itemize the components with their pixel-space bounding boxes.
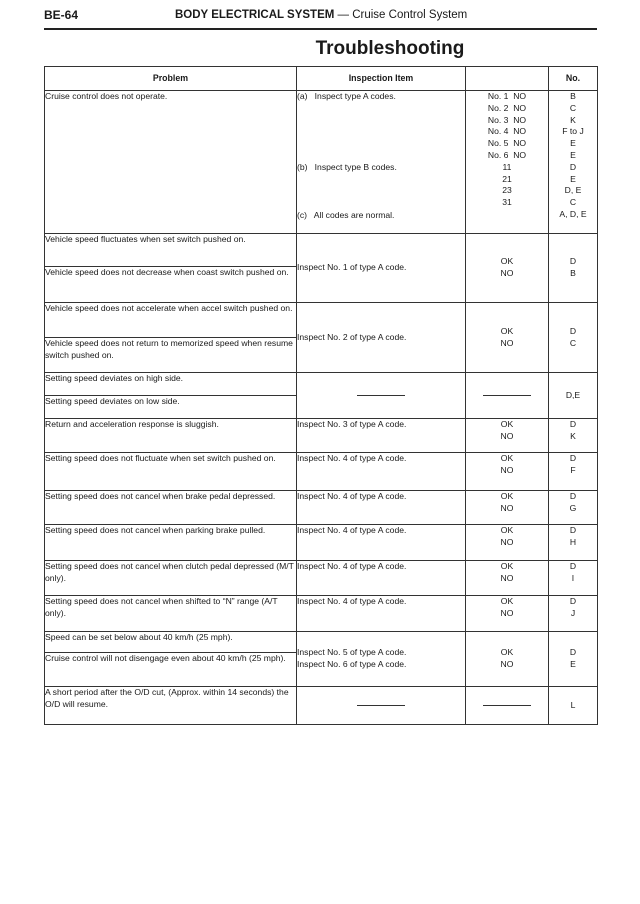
- inspection-cell: [297, 561, 466, 596]
- result-value: NO: [500, 536, 514, 547]
- result-value: No. 3 NO: [487, 114, 527, 125]
- inspection-cell: [297, 91, 466, 234]
- no-cell: [549, 632, 598, 687]
- no-value: D: [569, 256, 577, 267]
- result-value: 11: [502, 161, 512, 172]
- no-value: D: [569, 161, 577, 172]
- problem-cell: [45, 596, 297, 632]
- result-cell: [466, 419, 549, 453]
- no-cell: [549, 303, 598, 373]
- inspection-cell: [297, 632, 466, 687]
- no-value: B: [570, 91, 576, 101]
- result-cell: [466, 687, 549, 725]
- no-value: F to J: [562, 126, 584, 137]
- problem-text: Speed can be set below about 40 km/h (25 mph).: [45, 632, 233, 642]
- result-value: NO: [500, 430, 514, 441]
- table-row: [45, 91, 598, 234]
- no-value: D: [569, 453, 577, 463]
- table-row: [45, 373, 598, 396]
- inspection-cell: [297, 234, 466, 303]
- result-cell: [466, 303, 549, 373]
- page-title-text: Troubleshooting: [315, 38, 465, 59]
- no-value: I: [571, 572, 575, 583]
- no-cell: [549, 687, 598, 725]
- problem-cell: [45, 687, 297, 725]
- problem-text: Setting speed does not fluctuate when set switch pushed on.: [45, 453, 276, 463]
- problem-cell: [45, 234, 297, 267]
- result-value: OK: [500, 325, 514, 336]
- inspection-text: Inspect No. 5 of type A code.: [297, 647, 407, 658]
- no-value: D,E: [565, 389, 581, 400]
- result-value: NO: [500, 607, 514, 618]
- no-cell: [549, 419, 598, 453]
- head-separator: —: [334, 9, 353, 21]
- inspection-text: Inspect No. 4 of type A code.: [297, 525, 407, 535]
- no-value: D: [569, 561, 577, 571]
- dash-placeholder: [357, 395, 405, 396]
- no-value: L: [570, 699, 576, 710]
- problem-text: Setting speed deviates on high side.: [45, 373, 184, 383]
- table-header-row: [45, 67, 598, 91]
- table-row: [45, 687, 598, 725]
- running-head: [175, 9, 467, 21]
- problem-cell: [45, 525, 297, 561]
- problem-cell: [45, 267, 297, 303]
- problem-text: Return and acceleration response is sluggish.: [45, 419, 219, 429]
- page-id: BE-64: [44, 8, 79, 22]
- inspection-text: Inspect No. 4 of type A code.: [297, 561, 407, 571]
- result-value: OK: [500, 419, 514, 429]
- inspection-cell: [297, 525, 466, 561]
- result-value: No. 4 NO: [487, 126, 527, 137]
- result-cell: [466, 491, 549, 525]
- result-value: NO: [500, 337, 514, 348]
- no-value: E: [570, 149, 576, 160]
- table-row: [45, 491, 598, 525]
- inspection-text: Inspect No. 6 of type A code.: [297, 659, 407, 669]
- result-cell: [466, 91, 549, 234]
- result-value: 31: [502, 197, 512, 208]
- table-row: [45, 303, 598, 338]
- header-rule: [44, 28, 597, 30]
- dash-placeholder: [483, 705, 531, 706]
- problem-cell: [45, 396, 297, 419]
- inspection-cell: [297, 419, 466, 453]
- no-cell: [549, 453, 598, 491]
- result-cell: [466, 561, 549, 596]
- problem-cell: [45, 91, 297, 234]
- result-cell: [466, 596, 549, 632]
- no-value: B: [570, 268, 576, 278]
- inspection-a: (a) Inspect type A codes.: [297, 91, 396, 101]
- problem-text: Cruise control will not disengage even about 40 km/h (25 mph).: [45, 653, 286, 663]
- no-value: K: [570, 430, 576, 441]
- no-cell: [549, 525, 598, 561]
- column-header-no: No.: [549, 67, 598, 91]
- result-value: No. 2 NO: [487, 102, 527, 113]
- result-cell: [466, 632, 549, 687]
- problem-cell: [45, 453, 297, 491]
- no-value: G: [569, 502, 577, 513]
- no-value: D: [569, 647, 577, 658]
- table-row: [45, 561, 598, 596]
- section-title: BODY ELECTRICAL SYSTEM: [175, 9, 335, 21]
- dash-placeholder: [357, 705, 405, 706]
- result-value: NO: [500, 502, 514, 513]
- inspection-cell: [297, 491, 466, 525]
- result-cell: [466, 234, 549, 303]
- dash-placeholder: [483, 395, 531, 396]
- no-value: E: [570, 173, 576, 184]
- problem-cell: [45, 338, 297, 373]
- table-row: [45, 525, 598, 561]
- problem-text: Setting speed does not cancel when shifted to “N” range (A/T only).: [45, 596, 278, 618]
- inspection-cell: [297, 687, 466, 725]
- result-value: No. 5 NO: [487, 138, 527, 149]
- subsection-title: Cruise Control System: [352, 9, 468, 21]
- problem-text: Vehicle speed fluctuates when set switch pushed on.: [45, 234, 246, 244]
- result-cell: [466, 373, 549, 419]
- inspection-text: Inspect No. 4 of type A code.: [297, 596, 407, 606]
- inspection-cell: [297, 373, 466, 419]
- result-value: No. 1 NO: [487, 91, 527, 101]
- inspection-text: Inspect No. 3 of type A code.: [297, 419, 407, 429]
- problem-text: Setting speed does not cancel when brake pedal depressed.: [45, 491, 276, 501]
- problem-cell: [45, 561, 297, 596]
- no-cell: [549, 91, 598, 234]
- no-value: C: [569, 337, 577, 348]
- inspection-text: Inspect No. 1 of type A code.: [297, 262, 407, 273]
- no-value: H: [569, 536, 577, 547]
- result-value: NO: [500, 572, 514, 583]
- result-value: No. 6 NO: [487, 149, 527, 160]
- table-row: [45, 453, 598, 491]
- problem-text: A short period after the O/D cut, (Approx. within 14 seconds) the O/D will resume.: [45, 687, 289, 709]
- result-value: NO: [500, 464, 514, 475]
- problem-text: Setting speed deviates on low side.: [45, 396, 180, 406]
- inspection-b: (b) Inspect type B codes.: [297, 161, 397, 172]
- problem-text: Setting speed does not cancel when clutch pedal depressed (M/T only).: [45, 561, 294, 583]
- problem-cell: [45, 419, 297, 453]
- inspection-text: Inspect No. 4 of type A code.: [297, 491, 407, 501]
- problem-cell: [45, 373, 297, 396]
- inspection-c: (c) All codes are normal.: [297, 209, 395, 220]
- problem-text: Cruise control does not operate.: [45, 91, 168, 101]
- no-value: C: [569, 197, 577, 208]
- problem-cell: [45, 491, 297, 525]
- no-value: D: [569, 525, 577, 535]
- problem-text: Setting speed does not cancel when parking brake pulled.: [45, 525, 266, 535]
- result-value: 21: [502, 173, 512, 184]
- result-cell: [466, 525, 549, 561]
- result-value: OK: [500, 647, 514, 658]
- no-value: A, D, E: [559, 208, 587, 219]
- no-cell: [549, 596, 598, 632]
- result-value: OK: [500, 453, 514, 463]
- result-cell: [466, 453, 549, 491]
- no-value: K: [570, 114, 576, 125]
- inspection-cell: [297, 453, 466, 491]
- page-title: [70, 38, 640, 60]
- troubleshooting-table: [44, 66, 598, 725]
- column-header-result: [466, 67, 549, 91]
- no-value: D: [569, 491, 577, 501]
- result-value: OK: [500, 256, 514, 267]
- no-value: C: [569, 102, 577, 113]
- no-value: F: [570, 464, 576, 475]
- no-value: E: [570, 138, 576, 149]
- no-value: D: [569, 419, 577, 429]
- result-value: OK: [500, 525, 514, 535]
- problem-text: Vehicle speed does not decrease when coast switch pushed on.: [45, 267, 289, 277]
- no-value: J: [570, 607, 576, 618]
- problem-cell: [45, 303, 297, 338]
- no-cell: [549, 491, 598, 525]
- result-value: OK: [500, 561, 514, 571]
- result-value: OK: [500, 491, 514, 501]
- table-row: [45, 234, 598, 267]
- no-value: D, E: [564, 185, 582, 196]
- result-value: OK: [500, 596, 514, 606]
- problem-text: Vehicle speed does not return to memorized speed when resume switch pushed on.: [45, 338, 293, 360]
- no-cell: [549, 373, 598, 419]
- table-row: [45, 632, 598, 653]
- no-cell: [549, 561, 598, 596]
- result-value: NO: [500, 268, 514, 278]
- no-value: D: [569, 325, 577, 336]
- inspection-text: Inspect No. 4 of type A code.: [297, 453, 407, 463]
- column-header-inspection: Inspection Item: [297, 67, 466, 91]
- no-value: E: [570, 659, 576, 669]
- result-value: NO: [500, 659, 514, 669]
- problem-cell: [45, 632, 297, 653]
- column-header-problem: Problem: [45, 67, 297, 91]
- table-row: [45, 596, 598, 632]
- inspection-cell: [297, 596, 466, 632]
- problem-cell: [45, 653, 297, 687]
- inspection-cell: [297, 303, 466, 373]
- result-value: 23: [502, 185, 512, 196]
- no-cell: [549, 234, 598, 303]
- inspection-text: Inspect No. 2 of type A code.: [297, 331, 407, 342]
- table-row: [45, 419, 598, 453]
- problem-text: Vehicle speed does not accelerate when accel switch pushed on.: [45, 303, 293, 313]
- no-value: D: [569, 596, 577, 606]
